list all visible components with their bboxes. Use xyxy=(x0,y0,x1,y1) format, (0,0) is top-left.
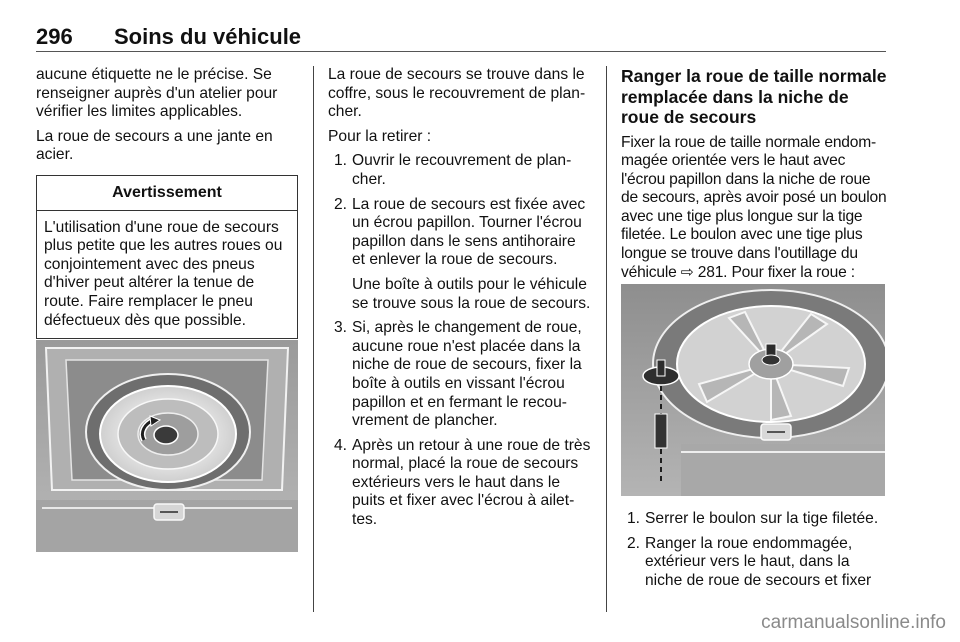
list-item xyxy=(328,152,592,189)
step-text: Ouvrir le recouvrement de plancher. xyxy=(352,152,572,188)
storage-steps xyxy=(621,510,887,596)
section-heading: Ranger la roue de taille normale remplacée dans la niche de roue de secours xyxy=(621,66,887,127)
paragraph: Pour la retirer : xyxy=(328,127,432,145)
intro-text-end: 281. Pour fixer la roue : xyxy=(693,263,855,281)
step-number: 1. xyxy=(334,152,348,170)
step-number: 1. xyxy=(627,510,641,527)
step-text: Après un retour à une roue de très normal, placé la roue de secours extérieurs vers le haut dans le puits et fixer avec l'écrou à ailettes. xyxy=(352,436,591,529)
removal-steps xyxy=(328,152,592,529)
paragraph: La roue de secours se trouve dans le coffre, sous le recouvrement de plancher. xyxy=(328,66,586,121)
step-number: 4. xyxy=(334,436,348,454)
list-item xyxy=(621,535,887,591)
warning-box xyxy=(36,175,298,339)
column-1 xyxy=(36,66,298,339)
warning-title: Avertissement xyxy=(37,176,297,211)
step-note: Une boîte à outils pour le véhicule se trouve sous la roue de secours. xyxy=(352,275,591,312)
column-2 xyxy=(328,66,592,536)
intro-text: Fixer la roue de taille normale endommagée orientée vers le haut avec l'écrou papillon dans la niche de roue de secours, après avoir posé un boulon avec une tige plus longue sur la tige filetée. Le boulon avec une tige plus longue se trouve dans l'outillage du véhicule xyxy=(621,133,887,281)
step-number: 3. xyxy=(334,319,348,337)
paragraph: La roue de secours a une jante en acier. xyxy=(36,127,273,164)
column-divider xyxy=(313,66,314,612)
list-item xyxy=(621,510,887,529)
page-number: 296 xyxy=(36,24,73,49)
paragraph xyxy=(621,134,887,283)
spare-wheel-well-illustration xyxy=(36,340,298,552)
step-text: La roue de secours est fixée avec un écrou papillon. Tourner l'écrou papillon dans le sens antihoraire et enlever la roue de secours. xyxy=(352,195,586,269)
paragraph: aucune étiquette ne le précise. Se renseigner auprès d'un atelier pour vérifier les limites applicables. xyxy=(36,66,278,121)
wheel-bolt-illustration xyxy=(621,284,885,496)
watermark: carmanualsonline.info xyxy=(761,612,946,633)
page-header xyxy=(36,20,886,52)
warning-text: L'utilisation d'une roue de secours plus petite que les autres roues ou conjointement avec des pneus d'hiver peut altérer la tenue de route. Faire remplacer le pneu défectueux dès que possible. xyxy=(44,218,283,329)
column-3 xyxy=(621,66,887,589)
step-number: 2. xyxy=(627,534,641,552)
list-item xyxy=(328,437,592,530)
step-text: Ranger la roue endommagée, extérieur vers le haut, dans la niche de roue de secours et fixer xyxy=(645,534,872,589)
page-title: Soins du véhicule xyxy=(114,24,302,49)
list-item xyxy=(328,319,592,431)
step-text: Si, après le changement de roue, aucune roue n'est placée dans la niche de roue de secours, fixer la boîte à outils en vissant l'écrou papillon et en fermant le recouvrement de plancher. xyxy=(352,319,582,430)
column-divider xyxy=(606,66,607,612)
step-text: Serrer le boulon sur la tige filetée. xyxy=(645,510,879,527)
step-number: 2. xyxy=(334,195,348,213)
page-reference-icon: ⇨ xyxy=(680,263,694,281)
list-item xyxy=(328,196,592,314)
